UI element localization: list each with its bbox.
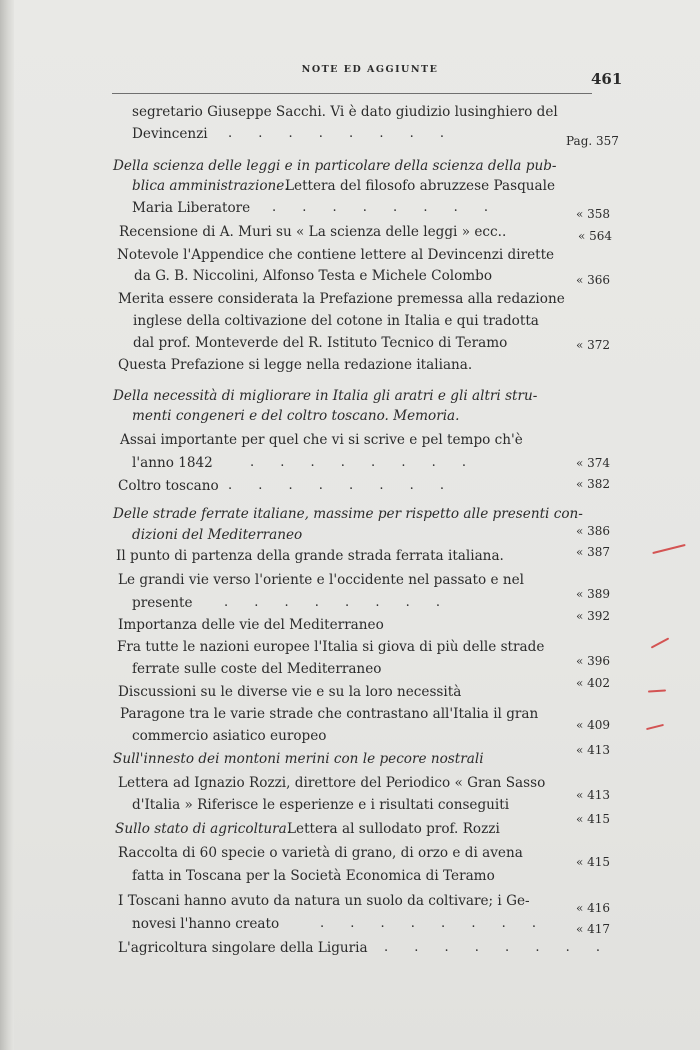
- entry-title: Della scienza delle leggi e in particolare della scienza della pub-: [113, 158, 557, 174]
- page-reference: « 366: [576, 273, 611, 287]
- entry-line: Paragone tra le varie strade che contrastano all'Italia il gran: [120, 706, 539, 722]
- entry-line: inglese della coltivazione del cotone in Italia e qui tradotta: [133, 313, 539, 329]
- page-reference: « 564: [578, 229, 613, 243]
- page-reference: « 409: [576, 718, 611, 732]
- page-reference: « 382: [576, 477, 611, 491]
- entry-line: fatta in Toscana per la Società Economica di Teramo: [132, 868, 495, 884]
- entry-title: Sullo stato di agricoltura.: [115, 821, 292, 837]
- page-reference: « 387: [576, 545, 611, 559]
- page-reference: Pag. 357: [566, 134, 619, 148]
- entry-title: dizioni del Mediterraneo: [132, 527, 303, 543]
- entry-line: Merita essere considerata la Prefazione premessa alla redazione: [118, 291, 565, 307]
- entry-line: da G. B. Niccolini, Alfonso Testa e Michele Colombo: [134, 268, 493, 284]
- entry-line: Notevole l'Appendice che contiene lettere al Devincenzi dirette: [117, 247, 555, 263]
- dot-leader: . . . . . . . .: [224, 595, 451, 610]
- entry-title: menti congeneri e del coltro toscano. Memoria.: [132, 408, 460, 424]
- entry-line: Lettera al sullodato prof. Rozzi: [287, 821, 500, 837]
- page-reference: « 374: [576, 456, 611, 470]
- dot-leader: . . . . . . . .: [250, 455, 477, 470]
- page-reference: « 389: [576, 587, 611, 601]
- entry-line: I Toscani hanno avuto da natura un suolo da coltivare; i Ge-: [118, 893, 530, 909]
- dot-leader: . . . . . . . .: [228, 478, 455, 493]
- entry-line: l'anno 1842: [132, 455, 213, 471]
- page-reference: « 417: [576, 922, 611, 936]
- entry-line: segretario Giuseppe Sacchi. Vi è dato giudizio lusinghiero del: [132, 104, 558, 120]
- page-reference: « 415: [576, 855, 611, 869]
- entry-line: Lettera del filosofo abruzzese Pasquale: [285, 178, 556, 194]
- page-reference: « 392: [576, 609, 611, 623]
- entry-line: L'agricoltura singolare della Liguria: [118, 940, 368, 956]
- entry-line: Lettera ad Ignazio Rozzi, direttore del Periodico « Gran Sasso: [118, 775, 546, 791]
- page-reference: « 413: [576, 788, 611, 802]
- entry-line: novesi l'hanno creato: [132, 916, 280, 932]
- entry-title: Delle strade ferrate italiane, massime per rispetto alle presenti con-: [113, 506, 583, 522]
- entry-line: Fra tutte le nazioni europee l'Italia si giova di più delle strade: [117, 639, 545, 655]
- entry-line: d'Italia » Riferisce le esperienze e i risultati conseguiti: [132, 797, 510, 813]
- entry-line: Assai importante per quel che vi si scrive e pel tempo ch'è: [120, 432, 523, 448]
- page-reference: « 413: [576, 743, 611, 757]
- entry-line: Devincenzi: [132, 126, 208, 142]
- dot-leader: . . . . . . . .: [228, 126, 455, 141]
- entry-line: ferrate sulle coste del Mediterraneo: [132, 661, 382, 677]
- dot-leader: . . . . . . . .: [272, 200, 499, 215]
- entry-line: dal prof. Monteverde del R. Istituto Tecnico di Teramo: [133, 335, 508, 351]
- entry-title: Sull'innesto dei montoni merini con le pecore nostrali: [113, 751, 484, 767]
- page-reference: « 386: [576, 524, 611, 538]
- entry-line: Raccolta di 60 specie o varietà di grano, di orzo e di avena: [118, 845, 523, 861]
- entry-line: Coltro toscano: [118, 478, 219, 494]
- entry-line: Importanza delle vie del Mediterraneo: [118, 617, 384, 633]
- page-reference: « 415: [576, 812, 611, 826]
- entry-line: commercio asiatico europeo: [132, 728, 327, 744]
- entry-line: Discussioni su le diverse vie e su la loro necessità: [118, 684, 462, 700]
- entry-line: Maria Liberatore: [132, 200, 251, 216]
- entry-line: presente: [132, 595, 193, 611]
- entry-title: blica amministrazione.: [132, 178, 289, 194]
- entry-line: Questa Prefazione si legge nella redazione italiana.: [118, 357, 473, 373]
- page-reference: « 396: [576, 654, 611, 668]
- page-reference: « 416: [576, 901, 611, 915]
- page-reference: « 402: [576, 676, 611, 690]
- dot-leader: . . . . . . . .: [320, 916, 547, 931]
- entry-title: Della necessità di migliorare in Italia gli aratri e gli altri stru-: [113, 388, 538, 404]
- entry-line: Il punto di partenza della grande strada ferrata italiana.: [116, 548, 504, 564]
- entry-line: Recensione di A. Muri su « La scienza delle leggi » ecc..: [119, 224, 507, 240]
- page-reference: « 358: [576, 207, 611, 221]
- page-reference: « 372: [576, 338, 611, 352]
- dot-leader: . . . . . . . .: [384, 940, 611, 955]
- entry-line: Le grandi vie verso l'oriente e l'occidente nel passato e nel: [118, 572, 525, 588]
- running-head: NOTE ED AGGIUNTE: [301, 64, 439, 75]
- page-number: 461: [591, 70, 623, 88]
